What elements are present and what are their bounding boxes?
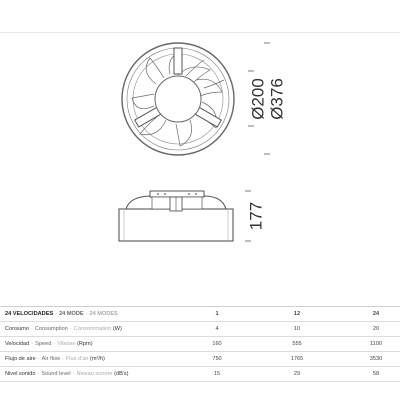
height-label: 177	[246, 201, 266, 231]
header-label: 24 VELOCIDADES · 24 MODE · 24 MODES	[5, 311, 118, 317]
spec-value: 15	[213, 371, 221, 377]
spec-row-airflow	[0, 351, 400, 366]
spec-row-label: Velocidad · Speed · Vitesse (Rpm)	[5, 341, 93, 347]
spec-value: 750	[212, 356, 222, 362]
spec-fr: Flux d'air	[65, 356, 89, 362]
spec-value: 10	[293, 326, 301, 332]
spec-es: Consumo	[5, 326, 29, 332]
spec-value: 3530	[369, 356, 383, 362]
spec-value: 160	[212, 341, 222, 347]
spec-unit: (Rpm)	[77, 341, 93, 347]
spec-en: Air flow	[41, 356, 61, 362]
col-header-3: 24	[372, 311, 380, 317]
spec-row-speed	[0, 336, 400, 351]
spec-value: 1100	[369, 341, 383, 347]
spec-row-label: Flujo de aire · Air flow · Flux d'air (m³/h)	[5, 356, 105, 362]
spec-unit: (dB's)	[114, 371, 129, 377]
top-view	[122, 43, 234, 155]
spec-row-label: Nivel sonido · Sound level · Niveau sonore (dB's)	[5, 371, 129, 377]
spec-en: Speed	[35, 341, 52, 347]
spec-value: 20	[372, 326, 380, 332]
col-header-1: 1	[215, 311, 219, 317]
outer-diameter-label: Ø376	[267, 78, 287, 120]
inner-diameter-label: Ø200	[248, 78, 268, 120]
spec-unit: (m³/h)	[89, 356, 105, 362]
spec-row-consumption	[0, 321, 400, 336]
spec-en: Sound level	[41, 371, 71, 377]
spec-es: Nivel sonido	[5, 371, 36, 377]
col-header-2: 12	[293, 311, 301, 317]
specs-table	[0, 306, 400, 382]
spec-row-sound-level	[0, 366, 400, 382]
spec-en: Consumption	[34, 326, 68, 332]
spec-fr: Niveau sonore	[76, 371, 113, 377]
header-en: 24 MODE	[59, 311, 84, 317]
spec-es: Velocidad	[5, 341, 30, 347]
header-fr: 24 MODES	[89, 311, 118, 317]
spec-value: 29	[293, 371, 301, 377]
header-es: 24 VELOCIDADES	[5, 311, 54, 317]
spec-row-label: Consumo · Consumption · Consommation (W)	[5, 326, 122, 332]
spec-fr: Vitesse	[57, 341, 76, 347]
specs-header-row	[0, 306, 400, 321]
spec-value: 4	[215, 326, 219, 332]
spec-es: Flujo de aire	[5, 356, 36, 362]
spec-unit: (W)	[112, 326, 122, 332]
spec-value: 1765	[290, 356, 304, 362]
spec-value: 555	[292, 341, 302, 347]
side-view	[119, 191, 233, 241]
spec-fr: Consommation	[73, 326, 112, 332]
spec-value: 58	[372, 371, 380, 377]
